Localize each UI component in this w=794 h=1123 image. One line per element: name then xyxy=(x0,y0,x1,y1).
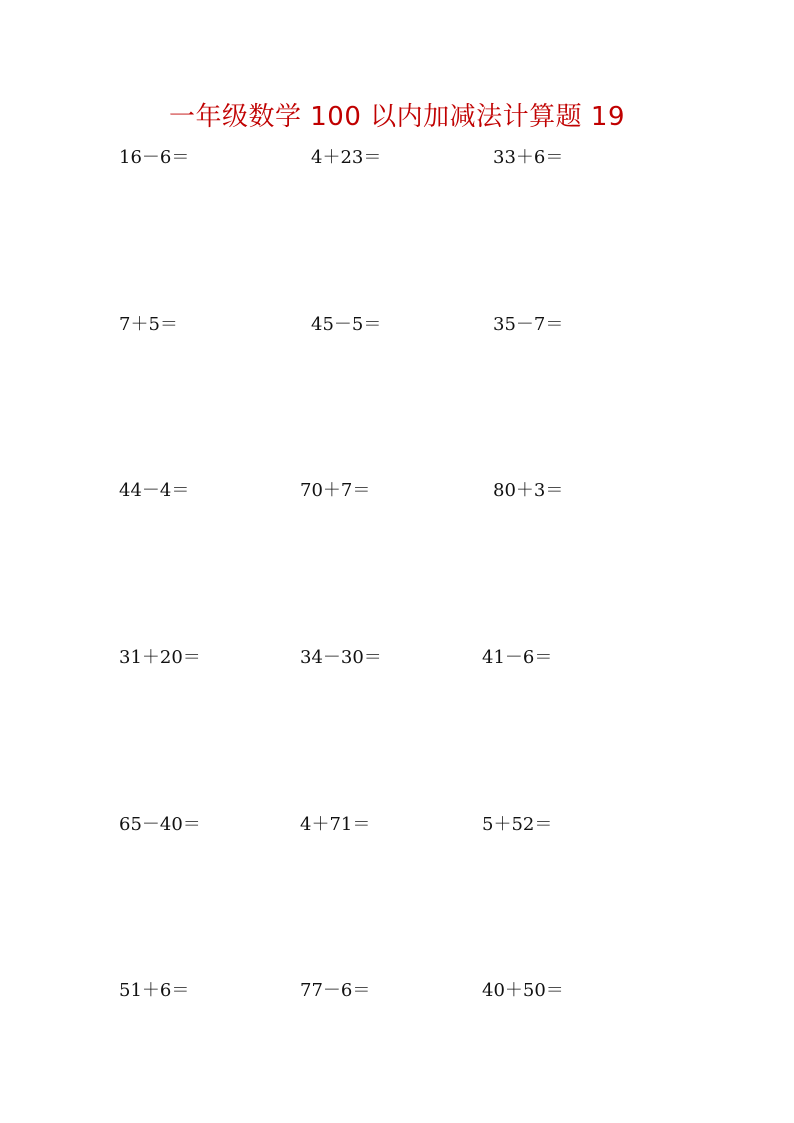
problem-r6-c3: 40＋50＝ xyxy=(482,980,564,1001)
problem-r1-c1: 16－6＝ xyxy=(119,147,190,168)
problem-r2-c1: 7＋5＝ xyxy=(119,314,178,335)
problem-r1-c3: 33＋6＝ xyxy=(493,147,564,168)
worksheet-title: 一年级数学 100 以内加减法计算题 19 xyxy=(168,102,625,132)
problem-r4-c2: 34－30＝ xyxy=(300,647,382,668)
problem-r6-c2: 77－6＝ xyxy=(300,980,371,1001)
problem-r3-c3: 80＋3＝ xyxy=(493,480,564,501)
problem-r1-c2: 4＋23＝ xyxy=(311,147,382,168)
problem-r6-c1: 51＋6＝ xyxy=(119,980,190,1001)
problem-r5-c3: 5＋52＝ xyxy=(482,814,553,835)
problem-r3-c2: 70＋7＝ xyxy=(300,480,371,501)
problem-r4-c3: 41－6＝ xyxy=(482,647,553,668)
problem-r5-c2: 4＋71＝ xyxy=(300,814,371,835)
problem-r4-c1: 31＋20＝ xyxy=(119,647,201,668)
problem-r2-c3: 35－7＝ xyxy=(493,314,564,335)
problem-r5-c1: 65－40＝ xyxy=(119,814,201,835)
problem-r3-c1: 44－4＝ xyxy=(119,480,190,501)
problem-r2-c2: 45－5＝ xyxy=(311,314,382,335)
